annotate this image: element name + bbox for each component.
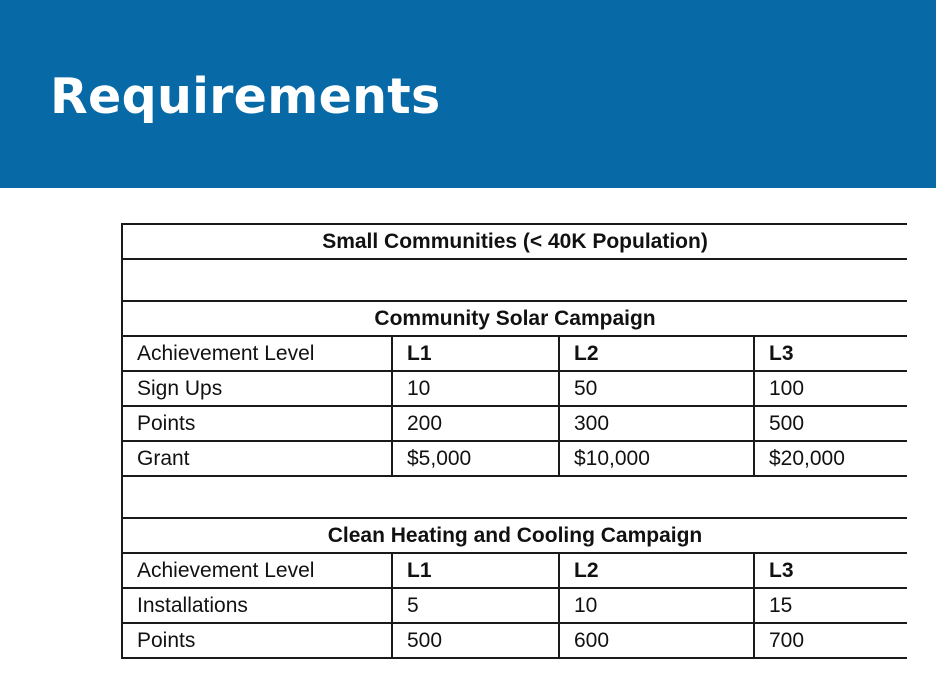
requirements-table [121,223,907,659]
table-row-points [122,623,907,658]
row-label: Grant [122,441,392,476]
row-label: Achievement Level [122,336,392,371]
section-title-clean-heating-cooling: Clean Heating and Cooling Campaign [122,518,907,553]
cell-value: 10 [559,588,754,623]
table-row-installations [122,588,907,623]
spacer-cell [122,259,907,301]
page-title: Requirements [50,68,441,125]
cell-value: 500 [754,406,907,441]
row-label: Installations [122,588,392,623]
section-title-row [122,301,907,336]
level-header-l2: L2 [559,553,754,588]
cell-value: 100 [754,371,907,406]
spacer-cell [122,476,907,518]
achievement-level-row [122,553,907,588]
table-row-sign-ups [122,371,907,406]
cell-value: $5,000 [392,441,559,476]
cell-value: $10,000 [559,441,754,476]
section-title-community-solar: Community Solar Campaign [122,301,907,336]
table-row-grant [122,441,907,476]
cell-value: 50 [559,371,754,406]
cell-value: 500 [392,623,559,658]
row-label: Points [122,406,392,441]
row-label: Points [122,623,392,658]
level-header-l2: L2 [559,336,754,371]
cell-value: $20,000 [754,441,907,476]
cell-value: 15 [754,588,907,623]
section-title-row [122,518,907,553]
level-header-l3: L3 [754,553,907,588]
row-label: Sign Ups [122,371,392,406]
cell-value: 200 [392,406,559,441]
level-header-l3: L3 [754,336,907,371]
cell-value: 300 [559,406,754,441]
cell-value: 700 [754,623,907,658]
title-banner [0,0,936,188]
level-header-l1: L1 [392,553,559,588]
spacer-row [122,476,907,518]
cell-value: 5 [392,588,559,623]
requirements-table-container [121,223,907,683]
table-title-row [122,224,907,259]
table-title: Small Communities (< 40K Population) [122,224,907,259]
achievement-level-row [122,336,907,371]
spacer-row [122,259,907,301]
cell-value: 600 [559,623,754,658]
level-header-l1: L1 [392,336,559,371]
row-label: Achievement Level [122,553,392,588]
cell-value: 10 [392,371,559,406]
table-row-points [122,406,907,441]
